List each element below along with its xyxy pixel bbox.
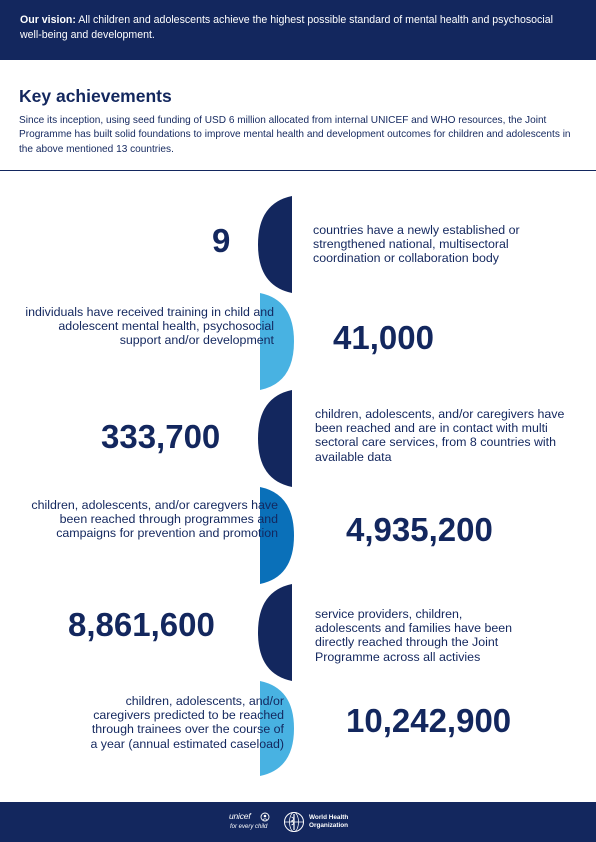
who-wordmark bbox=[309, 814, 348, 830]
unicef-wordmark: unicef bbox=[229, 811, 251, 821]
spine-segment-5 bbox=[258, 584, 292, 681]
spine-segment-3 bbox=[258, 390, 292, 487]
spine-segment-1 bbox=[258, 196, 292, 293]
vision-text: All children and adolescents achieve the highest possible standard of mental health and psychosocial well-being and development. bbox=[20, 14, 553, 41]
achievement-text-2: individuals have received training in child and adolescent mental health, psychosocial support and/or development bbox=[25, 305, 274, 348]
achievement-number-3: 333,700 bbox=[101, 418, 221, 455]
achievement-text-5: service providers, children, adolescents and families have been directly reached through the Joint Programme across all activies bbox=[315, 607, 513, 664]
achievement-number-4: 4,935,200 bbox=[346, 511, 493, 548]
unicef-logo bbox=[229, 811, 275, 835]
who-logo bbox=[281, 811, 361, 835]
who-wordmark-line1: World Health bbox=[309, 814, 349, 821]
footer-bar bbox=[0, 802, 596, 842]
achievement-text-1: countries have a newly established or strengthened national, multisectoral coordination or collaboration body bbox=[313, 223, 520, 266]
achievement-number-2: 41,000 bbox=[333, 319, 434, 356]
achievement-number-1: 9 bbox=[212, 222, 231, 259]
achievement-number-5: 8,861,600 bbox=[68, 606, 215, 643]
vision-label: Our vision: bbox=[20, 14, 76, 26]
achievement-text-3: children, adolescents, and/or caregivers have been reached and are in contact with multi sectoral care services, from 8 countries with available data bbox=[315, 407, 565, 464]
vision-banner bbox=[0, 0, 596, 60]
who-emblem-icon bbox=[283, 811, 305, 833]
page-title: Key achievements bbox=[19, 86, 172, 106]
achievement-text-4: children, adolescents, and/or caregvers have been reached through programmes and campaigns for prevention and promotion bbox=[31, 498, 278, 541]
unicef-tagline: for every child bbox=[230, 824, 268, 830]
who-wordmark-line2: Organization bbox=[309, 822, 349, 829]
achievement-text-6: children, adolescents, and/or caregivers predicted to be reached through trainees over the course of a year (annual estimated caseload) bbox=[90, 694, 284, 751]
achievement-number-6: 10,242,900 bbox=[346, 702, 512, 739]
achievement-spine bbox=[258, 196, 294, 776]
intro-paragraph: Since its inception, using seed funding of USD 6 million allocated from internal UNICEF and WHO resources, the Joint Programme has built solid foundations to improve mental health and development outcomes for children and adolescents in the above mentioned 13 countries. bbox=[19, 115, 571, 155]
divider bbox=[0, 170, 596, 171]
unicef-emblem-icon bbox=[260, 812, 270, 822]
